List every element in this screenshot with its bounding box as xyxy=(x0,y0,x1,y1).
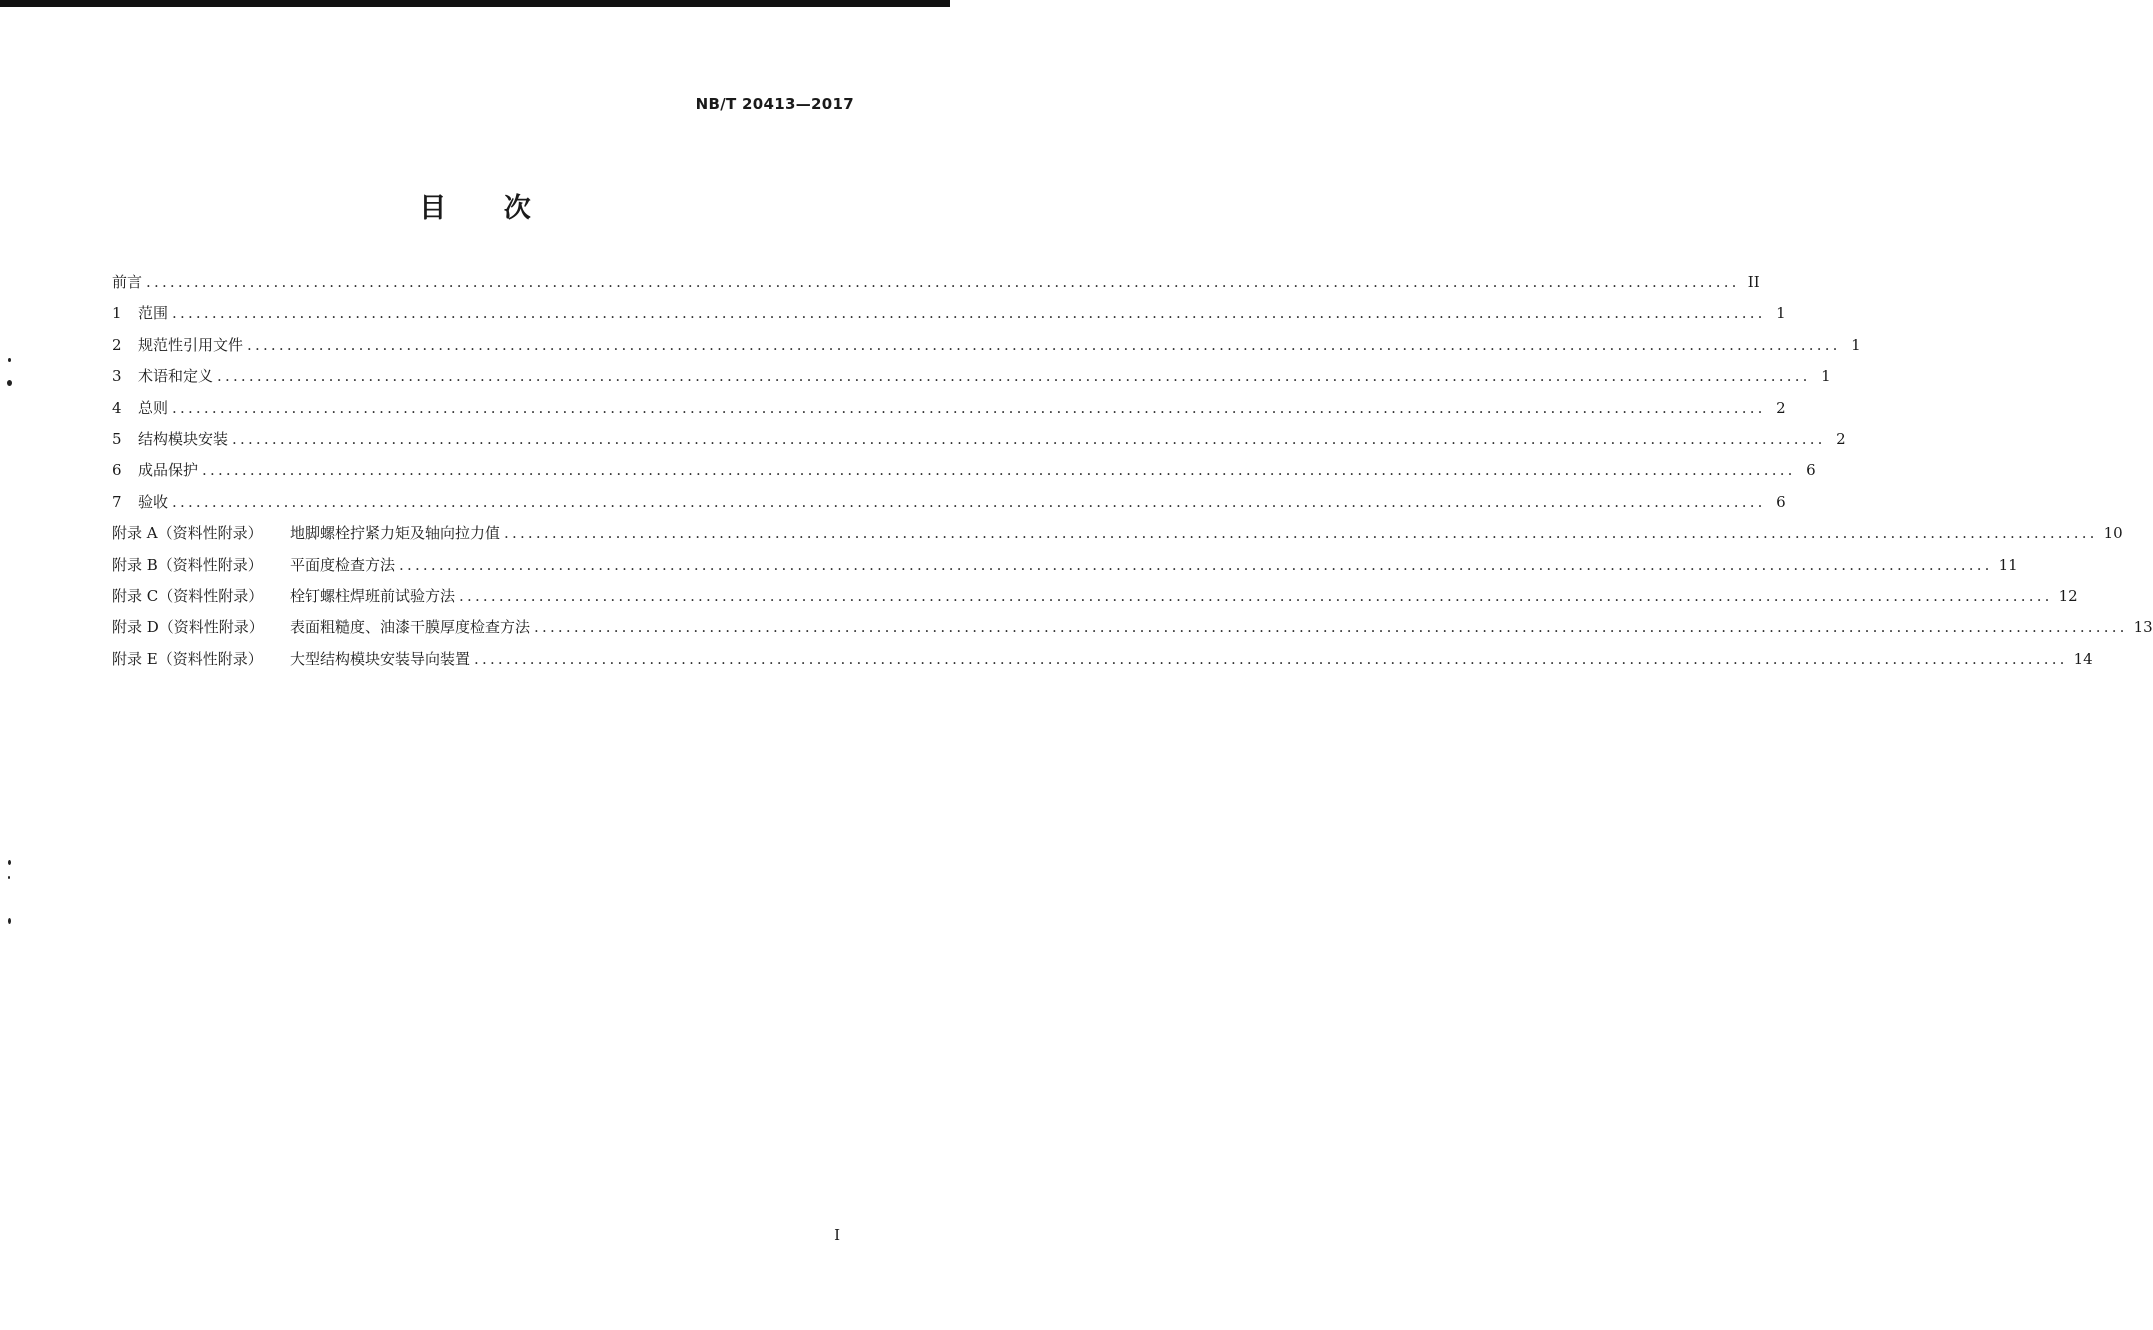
toc-appendix-prefix: 附录 E（资料性附录） xyxy=(112,649,263,668)
toc-entry-3[interactable] xyxy=(112,362,1831,393)
page-title: 目 次 xyxy=(419,193,555,224)
scan-speck xyxy=(7,380,12,386)
toc-appendix-a[interactable] xyxy=(112,519,2123,550)
toc-entry-label: 成品保护 xyxy=(138,461,199,480)
toc-entry-label: 规范性引用文件 xyxy=(138,335,244,354)
toc-entry-page: 1 xyxy=(1851,335,1861,354)
toc-leader-dots: ........................................................................................................................................................................................................ xyxy=(247,335,1841,354)
toc-entry-number: 7 xyxy=(112,492,122,511)
toc-appendix-c[interactable] xyxy=(112,582,2078,613)
toc-leader-dots: ........................................................................................................................................................................................................ xyxy=(534,618,2128,637)
toc-leader-dots: ........................................................................................................................................................................................................ xyxy=(474,649,2068,668)
scan-speck xyxy=(8,918,11,924)
toc-appendix-page: 13 xyxy=(2133,618,2153,637)
toc-entry-number: 1 xyxy=(112,304,122,323)
toc-entry-2[interactable] xyxy=(112,331,1861,362)
toc-entry-number: 6 xyxy=(112,461,122,480)
toc-entry-6[interactable] xyxy=(112,456,1816,487)
scan-top-border xyxy=(0,0,950,7)
toc-leader-dots: ........................................................................................................................................................................................................ xyxy=(172,304,1766,323)
document-code: NB/T 20413—2017 xyxy=(695,95,854,113)
toc-appendix-label: 大型结构模块安装导向装置 xyxy=(290,649,471,668)
toc-leader-dots: ........................................................................................................................................................................................................ xyxy=(172,492,1766,511)
toc-appendix-page: 11 xyxy=(1998,555,2018,574)
toc-appendix-label: 表面粗糙度、油漆干膜厚度检查方法 xyxy=(290,618,531,637)
toc-entry-number: 4 xyxy=(112,398,122,417)
toc-appendix-e[interactable] xyxy=(112,645,2093,676)
toc-entry-1[interactable] xyxy=(112,299,1786,330)
toc-appendix-b[interactable] xyxy=(112,551,2018,582)
toc-entry-page: 6 xyxy=(1806,461,1816,480)
scan-speck xyxy=(8,876,10,879)
toc-entry-page: 1 xyxy=(1776,304,1786,323)
toc-entry-number: 3 xyxy=(112,367,122,386)
toc-leader-dots: ........................................................................................................................................................................................................ xyxy=(202,461,1796,480)
toc-leader-dots: ........................................................................................................................................................................................................ xyxy=(232,429,1826,448)
toc-leader-dots: ........................................................................................................................................................................................................ xyxy=(172,398,1766,417)
toc-appendix-prefix: 附录 C（资料性附录） xyxy=(112,586,264,605)
toc-leader-dots: ........................................................................................................................................................................................................ xyxy=(399,555,1993,574)
toc-entry-page: 2 xyxy=(1836,429,1846,448)
toc-entry-label: 总则 xyxy=(138,398,169,417)
toc-entry-number: 5 xyxy=(112,429,122,448)
toc-entry-page: 2 xyxy=(1776,398,1786,417)
scan-speck xyxy=(8,358,11,362)
toc-leader-dots: ........................................................................................................................................................................................................ xyxy=(217,367,1811,386)
toc-appendix-prefix: 附录 D（资料性附录） xyxy=(112,618,264,637)
toc-appendix-label: 地脚螺栓拧紧力矩及轴向拉力值 xyxy=(290,524,501,543)
toc-appendix-label: 栓钉螺柱焊班前试验方法 xyxy=(290,586,456,605)
toc-entry-foreword[interactable] xyxy=(112,268,1760,299)
toc-appendix-page: 14 xyxy=(2073,649,2093,668)
toc-appendix-prefix: 附录 A（资料性附录） xyxy=(112,524,263,543)
toc-entry-label: 结构模块安装 xyxy=(138,429,229,448)
toc-appendix-page: 10 xyxy=(2103,524,2123,543)
toc-entry-page: 1 xyxy=(1821,367,1831,386)
toc-appendix-d[interactable] xyxy=(112,613,2153,644)
table-of-contents xyxy=(112,268,2153,676)
toc-entry-page: II xyxy=(1747,273,1760,291)
toc-leader-dots: ........................................................................................................................................................................................................ xyxy=(504,524,2098,543)
toc-entry-label: 术语和定义 xyxy=(138,367,214,386)
page-number: I xyxy=(834,1226,840,1244)
toc-entry-5[interactable] xyxy=(112,425,1846,456)
toc-leader-dots: ........................................................................................................................................................................................................ xyxy=(146,273,1740,291)
toc-appendix-label: 平面度检查方法 xyxy=(290,555,396,574)
toc-entry-number: 2 xyxy=(112,335,122,354)
toc-leader-dots: ........................................................................................................................................................................................................ xyxy=(459,586,2053,605)
toc-entry-label: 范围 xyxy=(138,304,169,323)
toc-appendix-page: 12 xyxy=(2058,586,2078,605)
toc-entry-7[interactable] xyxy=(112,488,1786,519)
toc-appendix-prefix: 附录 B（资料性附录） xyxy=(112,555,263,574)
toc-entry-4[interactable] xyxy=(112,394,1786,425)
toc-entry-page: 6 xyxy=(1776,492,1786,511)
toc-entry-label: 前言 xyxy=(112,273,143,291)
scan-speck xyxy=(8,860,11,865)
toc-entry-label: 验收 xyxy=(138,492,169,511)
